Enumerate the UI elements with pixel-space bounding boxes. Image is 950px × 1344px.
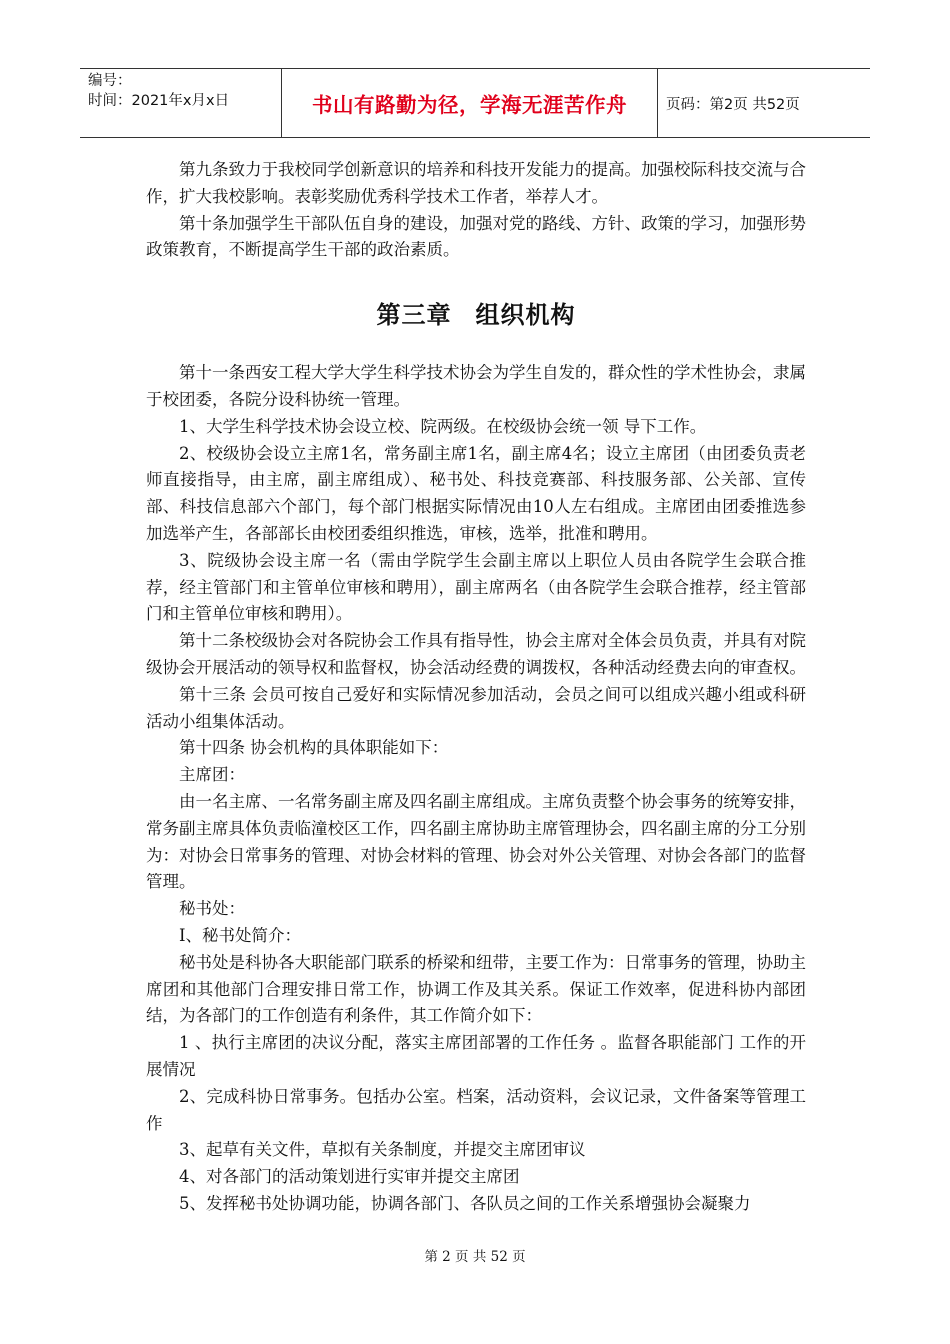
number-label: 编号： bbox=[88, 73, 132, 89]
list-item: 5、发挥秘书处协调功能，协调各部门、各队员之间的工作关系增强协会凝聚力 bbox=[179, 1193, 751, 1213]
motto-text: 书山有路勤为径，学海无涯苦作舟 bbox=[312, 93, 627, 117]
list-item: 2、完成科协日常事务。包括办公室。档案，活动资料，会议记录，文件备案等管理工作 bbox=[146, 1086, 806, 1133]
time-label: 时间：2021年x月x日 bbox=[88, 93, 230, 109]
page-header bbox=[80, 68, 870, 138]
paragraph: 3、院级协会设主席一名（需由学院学生会副主席以上职位人员由各院学生会联合推荐，经主管部门和主管单位审核和聘用），副主席两名（由各院学生会联合推荐，经主管部门和主管单位审核和聘用）。 bbox=[146, 550, 806, 624]
paragraph: 第十二条校级协会对各院协会工作具有指导性，协会主席对全体会员负责，并具有对院级协会开展活动的领导权和监督权，协会活动经费的调拨权，各种活动经费去向的审查权。 bbox=[146, 631, 806, 677]
document-body bbox=[146, 157, 806, 1218]
header-page-cell bbox=[658, 69, 870, 137]
section-label: 秘书处： bbox=[179, 899, 245, 919]
chapter-number: 第三章 bbox=[376, 301, 452, 330]
paragraph: 第九条致力于我校同学创新意识的培养和科技开发能力的提高。加强校际科技交流与合作，扩大我校影响。表彰奖励优秀科学技术工作者，举荐人才。 bbox=[146, 160, 806, 206]
page-footer: 第 2 页 共 52 页 bbox=[424, 1249, 526, 1265]
chapter-title: 组织机构 bbox=[475, 301, 576, 330]
section-label: 主席团： bbox=[179, 765, 245, 785]
paragraph: 第十条加强学生干部队伍自身的建设，加强对党的路线、方针、政策的学习，加强形势政策教育，不断提高学生干部的政治素质。 bbox=[146, 213, 806, 260]
list-item: 4、对各部门的活动策划进行实审并提交主席团 bbox=[179, 1167, 520, 1187]
paragraph: 第十三条 会员可按自己爱好和实际情况参加活动，会员之间可以组成兴趣小组或科研活动小组集体活动。 bbox=[146, 684, 806, 731]
subsection-label: Ⅰ、秘书处简介： bbox=[179, 925, 302, 945]
header-left-cell bbox=[80, 69, 282, 137]
paragraph: 秘书处是科协各大职能部门联系的桥梁和纽带，主要工作为：日常事务的管理，协助主席团和其他部门合理安排日常工作，协调工作及其关系。保证工作效率，促进科协内部团结，为各部门的工作创造有利条件，其工作简介如下： bbox=[146, 952, 806, 1026]
page-info: 页码：第2页 共52页 bbox=[666, 96, 800, 113]
chapter-heading bbox=[146, 295, 806, 330]
list-item: 3、起草有关文件，草拟有关条制度，并提交主席团审议 bbox=[179, 1140, 586, 1160]
paragraph: 2、校级协会设立主席1名，常务副主席1名，副主席4名；设立主席团（由团委负责老师直接指导，由主席，副主席组成）、秘书处、科技竞赛部、科技服务部、公关部、宣传部、科技信息部六个部门，每个部门根据实际情况由10人左右组成。主席团由团委推选参加选举产生，各部部长由校团委组织推选，审核，选举，批准和聘用。 bbox=[146, 443, 806, 543]
paragraph: 第十一条西安工程大学大学生科学技术协会为学生自发的，群众性的学术性协会，隶属于校团委，各院分设科协统一管理。 bbox=[146, 363, 806, 409]
header-motto-cell bbox=[282, 69, 658, 137]
paragraph: 1、大学生科学技术协会设立校、院两级。在校级协会统一领 导下工作。 bbox=[179, 416, 707, 436]
paragraph: 第十四条 协会机构的具体职能如下： bbox=[179, 738, 449, 758]
paragraph: 由一名主席、一名常务副主席及四名副主席组成。主席负责整个协会事务的统筹安排，常务副主席具体负责临潼校区工作，四名副主席协助主席管理协会，四名副主席的分工分别为：对协会日常事务的管理、对协会材料的管理、协会对外公关管理、对协会各部门的监督管理。 bbox=[146, 791, 806, 892]
list-item: 1 、执行主席团的决议分配，落实主席团部署的工作任务 。监督各职能部门 工作的开展情况 bbox=[146, 1033, 806, 1079]
